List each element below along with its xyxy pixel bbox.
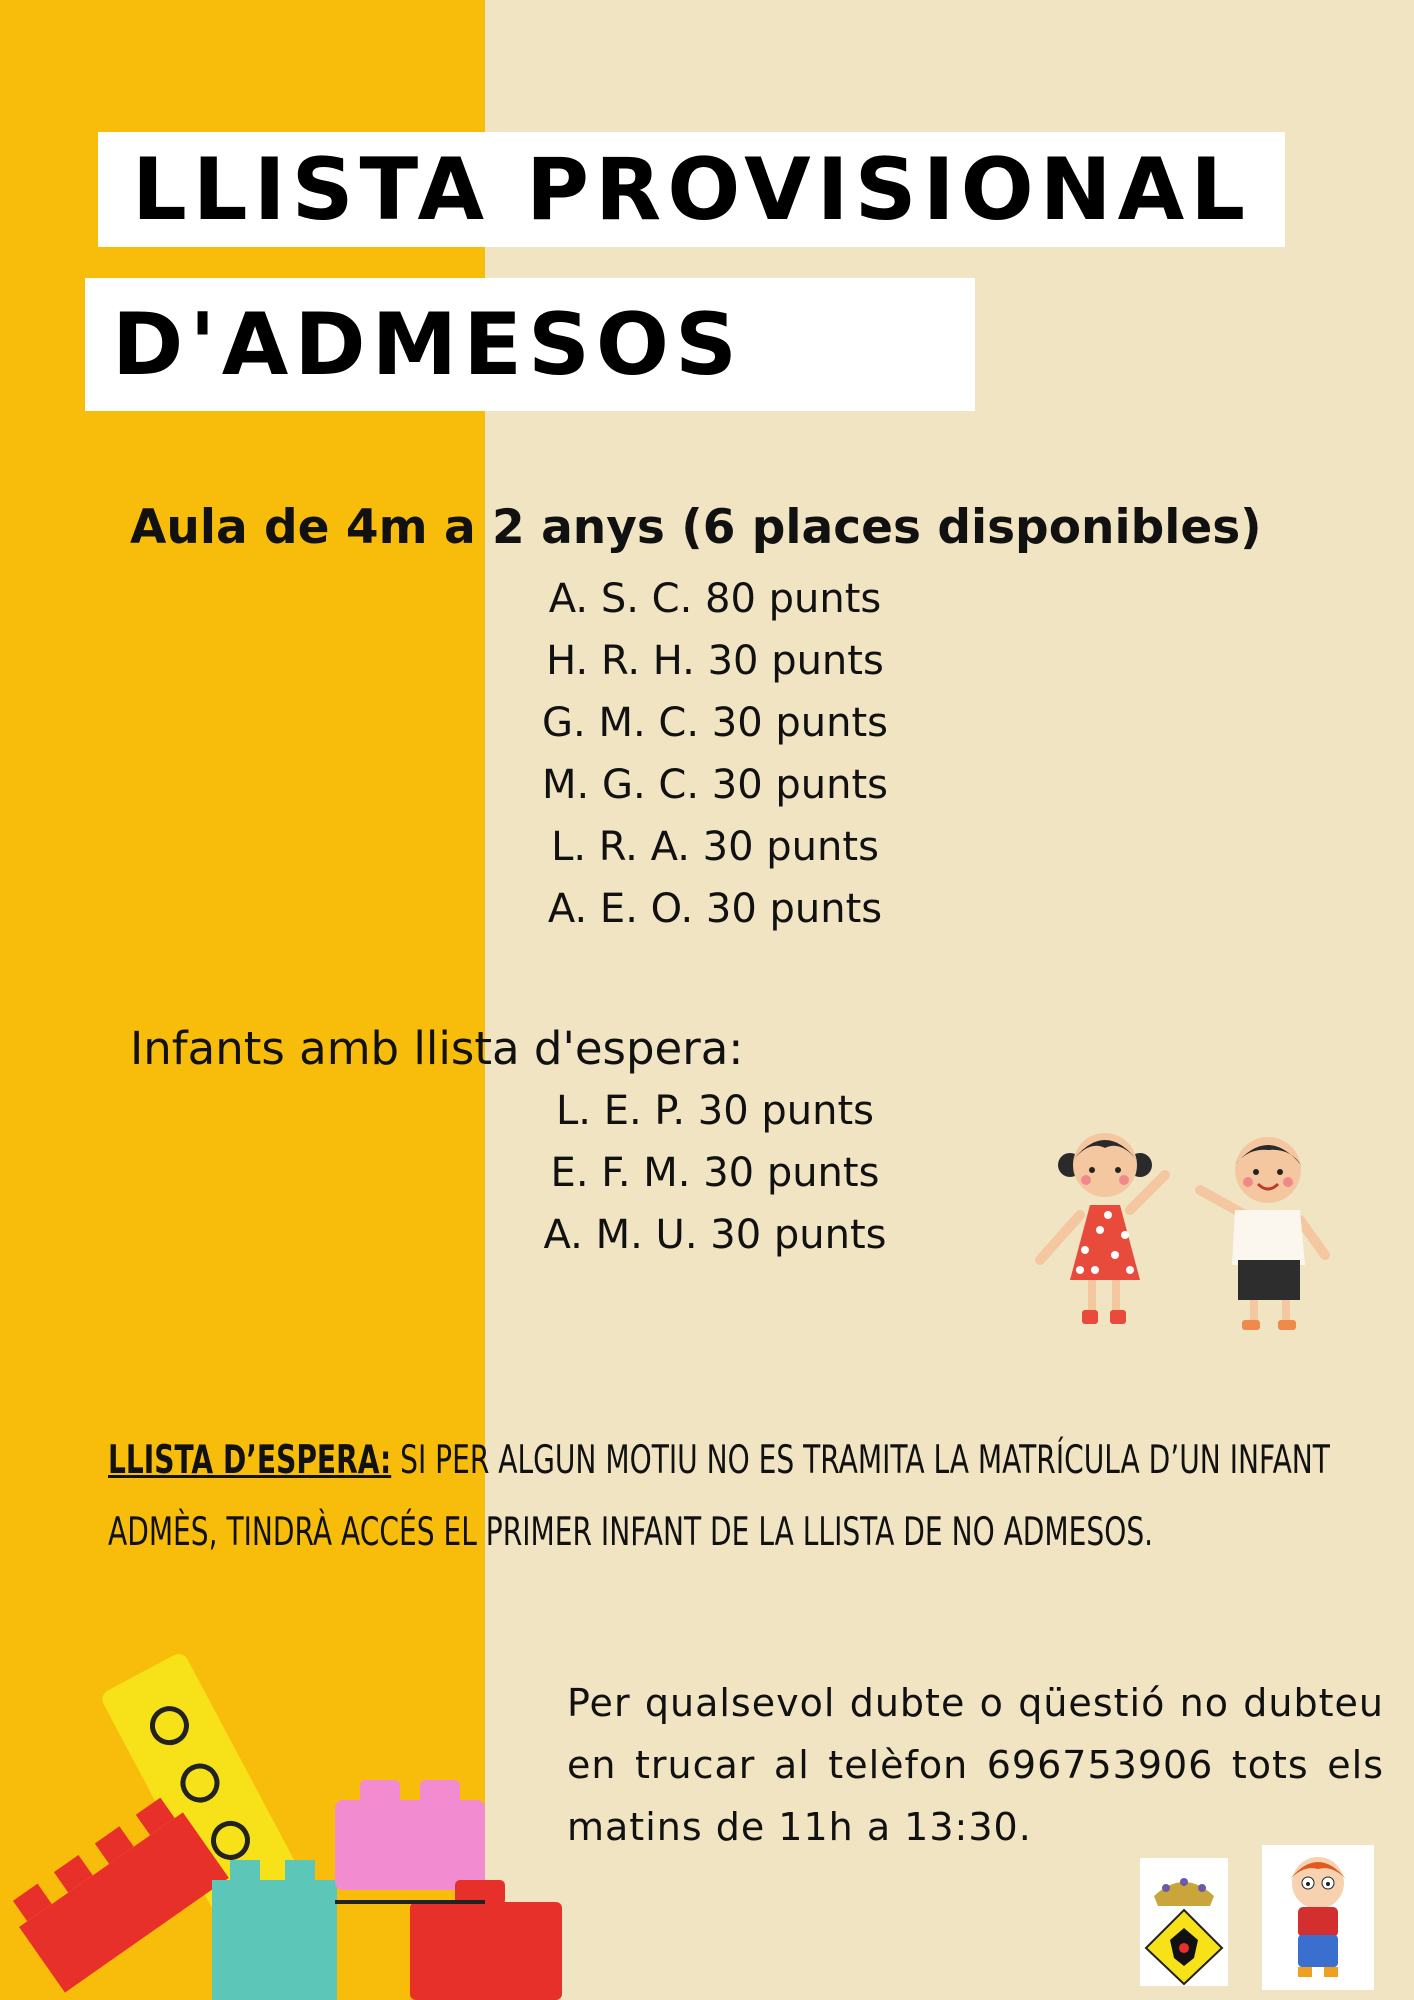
notice-text: SI PER ALGUN MOTIU NO ES TRAMITA LA MATRÍCULA D’UN INFANT ADMÈS, TINDRÀ ACCÉS EL PRIMER INFANT DE LA LLISTA DE NO ADMESOS. — [108, 1438, 1330, 1555]
pink-lego — [335, 1780, 485, 1890]
notice-label: LLISTA D’ESPERA: — [108, 1438, 392, 1483]
title-line-1 — [98, 132, 1285, 247]
list-item: G. M. C. 30 punts — [542, 700, 888, 746]
list-item: E. F. M. 30 punts — [550, 1150, 880, 1196]
waiting-list — [430, 1080, 1000, 1266]
list-item: A. S. C. 80 punts — [548, 576, 882, 622]
waiting-heading: Infants amb llista d'espera: — [130, 1022, 744, 1075]
contact-info: Per qualsevol dubte o qüestió no dubteu en trucar al telèfon 696753906 tots els matins de 11h a 13:30. — [567, 1681, 1384, 1849]
title-line-2 — [85, 278, 975, 411]
toy-blocks-illustration — [0, 1640, 570, 2000]
list-item: M. G. C. 30 punts — [542, 762, 888, 808]
waiting-list-notice — [108, 1425, 1387, 1569]
girl-figure — [1040, 1133, 1165, 1324]
boy-figure — [1200, 1137, 1325, 1330]
title-line-2-text: D'ADMESOS — [112, 294, 743, 395]
cartoon-boy-logo-icon — [1262, 1845, 1374, 1990]
admitted-list — [430, 568, 1000, 940]
list-item: L. R. A. 30 punts — [551, 824, 879, 870]
classroom-heading: Aula de 4m a 2 anys (6 places disponibles) — [130, 500, 1262, 555]
list-item: A. M. U. 30 punts — [543, 1212, 887, 1258]
title-line-1-text: LLISTA PROVISIONAL — [132, 139, 1252, 240]
list-item: A. E. O. 30 punts — [547, 886, 883, 932]
green-lego — [212, 1860, 337, 2000]
list-item: L. E. P. 30 punts — [556, 1088, 874, 1134]
red-lego-right — [410, 1880, 562, 2000]
list-item: H. R. H. 30 punts — [546, 638, 884, 684]
kids-illustration — [1020, 1110, 1350, 1340]
town-coat-of-arms-icon — [1140, 1858, 1228, 1986]
